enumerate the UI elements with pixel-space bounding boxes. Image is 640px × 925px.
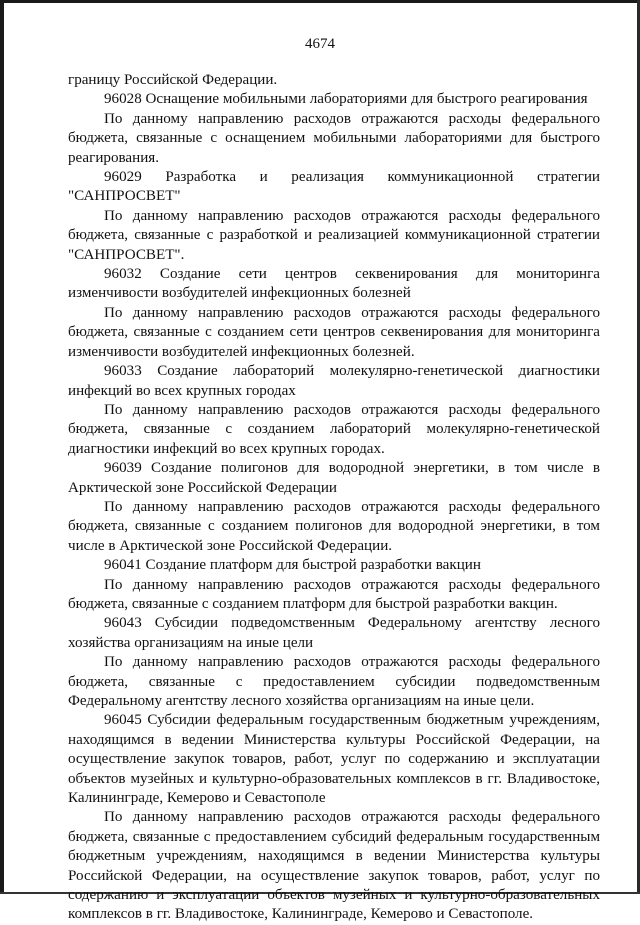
item-description-96045: По данному направлению расходов отражаются расходы федерального бюджета, связанные с предоставлением субсидий федеральным государственным бюджетным учреждениям, находящимся в ведении Министерства культуры Российской Федерации, на осуществление закупок товаров, работ, услуг по содержанию и эксплуатации объектов музейных и культурно-образовательных комплексов в гг. Владивостоке, Калининграде, Кемерово и Севастополе. (68, 809, 600, 923)
item-description-96032: По данному направлению расходов отражаются расходы федерального бюджета, связанные с созданием сети центров секвенирования для мониторинга изменчивости возбудителей инфекционных болезней. (68, 304, 600, 360)
item-description-96039: По данному направлению расходов отражаются расходы федерального бюджета, связанные с созданием полигонов для водородной энергетики, в том числе в Арктической зоне Российской Федерации. (68, 498, 600, 554)
document-body (68, 71, 600, 925)
item-heading-96043: 96043 Субсидии подведомственным Федеральному агентству лесного хозяйства организациям на иные цели (68, 615, 600, 651)
item-heading-96045: 96045 Субсидии федеральным государственным бюджетным учреждениям, находящимся в ведении Министерства культуры Российской Федерации, на осуществление закупок товаров, работ, услуг по содержанию и эксплуатации объектов музейных и культурно-образовательных комплексов в гг. Владивостоке, Калининграде, Кемерово и Севастополе (68, 712, 600, 807)
item-heading-96032: 96032 Создание сети центров секвенирования для мониторинга изменчивости возбудителей инфекционных болезней (68, 266, 600, 302)
item-heading-96028: 96028 Оснащение мобильными лабораториями для быстрого реагирования (104, 91, 588, 108)
item-heading-96033: 96033 Создание лабораторий молекулярно-генетической диагностики инфекций во всех крупных городах (68, 363, 600, 399)
item-description-96033: По данному направлению расходов отражаются расходы федерального бюджета, связанные с созданием лабораторий молекулярно-генетической диагностики инфекций во всех крупных городах. (68, 401, 600, 457)
paragraph-continuation: границу Российской Федерации. (68, 72, 278, 88)
scan-top-edge (0, 0, 640, 3)
item-description-96029: По данному направлению расходов отражаются расходы федерального бюджета, связанные с разработкой и реализацией коммуникационной стратегии "САНПРОСВЕТ". (68, 207, 600, 263)
item-description-96041: По данному направлению расходов отражаются расходы федерального бюджета, связанные с созданием платформ для быстрой разработки вакцин. (68, 576, 600, 612)
page-number: 4674 (305, 36, 335, 52)
scan-left-edge (0, 0, 4, 894)
item-heading-96039: 96039 Создание полигонов для водородной энергетики, в том числе в Арктической зоне Российской Федерации (68, 460, 600, 496)
item-description-96043: По данному направлению расходов отражаются расходы федерального бюджета, связанные с предоставлением субсидии подведомственным Федеральному агентству лесного хозяйства организациям на иные цели. (68, 654, 600, 709)
item-heading-96029: 96029 Разработка и реализация коммуникационной стратегии "САНПРОСВЕТ" (68, 169, 600, 205)
item-heading-96041: 96041 Создание платформ для быстрой разработки вакцин (104, 557, 481, 574)
item-description-96028: По данному направлению расходов отражаются расходы федерального бюджета, связанные с оснащением мобильными лабораториями для быстрого реагирования. (68, 110, 600, 166)
